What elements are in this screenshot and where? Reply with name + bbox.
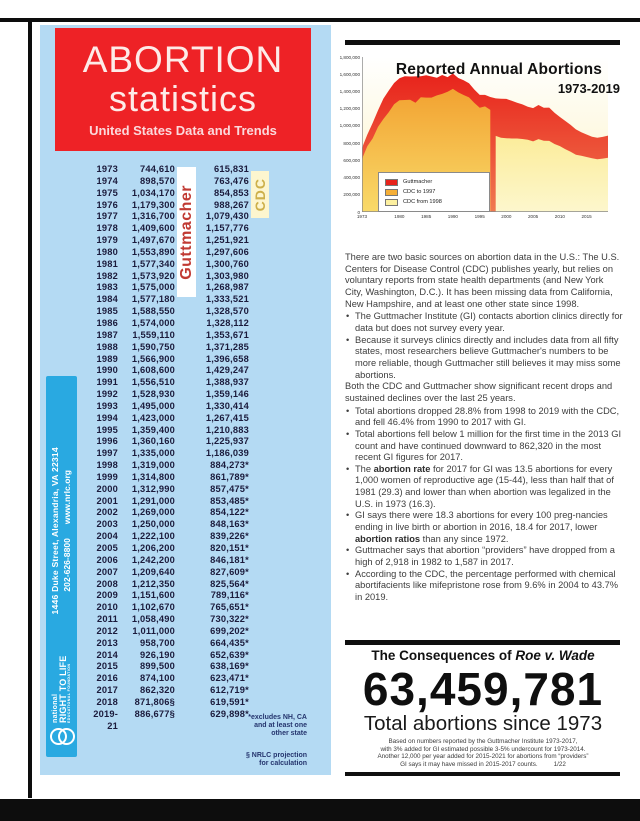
year-cell: 2011 <box>97 614 118 625</box>
guttmacher-cell: 1,495,000 <box>131 400 175 411</box>
cdc-column-label <box>251 171 269 218</box>
cdc-cell: 1,157,776 <box>205 223 249 234</box>
guttmacher-cell: 1,528,930 <box>131 389 175 400</box>
table-row <box>88 401 253 413</box>
year-cell: 1973 <box>96 164 118 174</box>
table-row <box>88 342 253 354</box>
table-row <box>88 294 253 306</box>
cdc-cell: 1,328,570 <box>205 306 249 317</box>
table-row <box>88 448 253 460</box>
year-cell: 2018 <box>96 696 118 707</box>
y-tick-label: 1,400,000 <box>339 88 360 94</box>
cdc-cell: 1,210,883 <box>205 424 249 435</box>
year-cell: 1995 <box>96 424 118 435</box>
guttmacher-cell: 1,316,700 <box>131 211 175 222</box>
x-tick-label: 1990 <box>447 214 458 219</box>
table-row <box>88 200 253 212</box>
guttmacher-cell: 1,409,600 <box>131 223 175 234</box>
year-cell: 1982 <box>96 270 118 281</box>
bullet-item: • Total abortions fell below 1 million for the first time in the 2013 GI count and have continued downward to 862,320 in the most recent GI figures for 2017. <box>346 428 622 463</box>
year-cell: 1989 <box>96 353 118 364</box>
cdc-cell: 763,476 <box>213 175 249 186</box>
y-tick-label: 1,800,000 <box>339 54 360 60</box>
guttmacher-cell: 899,500 <box>139 661 175 672</box>
year-cell: 1981 <box>96 258 118 269</box>
legend-item <box>385 187 483 197</box>
year-cell: 2008 <box>96 578 118 589</box>
bullet-dot: • <box>346 510 350 521</box>
guttmacher-cell: 1,588,550 <box>131 306 175 317</box>
bullet-dot: • <box>346 405 350 416</box>
guttmacher-column-label <box>177 167 196 297</box>
guttmacher-cell: 1,179,300 <box>131 199 175 210</box>
year-cell: 1987 <box>96 329 118 340</box>
mid-paragraph: Both the CDC and Guttmacher show significant recent drops and sustained declines over the last 25 years. <box>345 381 613 403</box>
nrlf-rings-icon <box>50 727 74 747</box>
logo-national: national <box>51 693 59 723</box>
table-row <box>88 484 253 496</box>
guttmacher-cell: 886,677§ <box>134 708 175 719</box>
guttmacher-cell: 862,320 <box>139 685 175 696</box>
table-row <box>88 567 253 579</box>
year-cell: 1993 <box>96 400 118 411</box>
table-row <box>88 685 253 697</box>
guttmacher-cell: 1,608,600 <box>131 365 175 376</box>
divider-bottom <box>345 772 620 776</box>
year-cell: 1980 <box>96 246 118 257</box>
table-row <box>88 531 253 543</box>
footnote-line: and at least one <box>254 722 307 730</box>
table-row <box>88 164 253 176</box>
cdc-cell: 825,564* <box>210 578 249 589</box>
nrlf-logo <box>50 656 74 747</box>
stats-table <box>88 164 253 731</box>
guttmacher-cell: 1,058,490 <box>131 614 175 625</box>
footnote-line: § NRLC projection <box>245 752 307 759</box>
cdc-cell: 1,297,606 <box>205 246 249 257</box>
guttmacher-cell: 958,700 <box>139 637 175 648</box>
guttmacher-cell: 874,100 <box>139 673 175 684</box>
cdc-cell: 857,475* <box>210 483 249 494</box>
bullet-item: • GI says there were 18.3 abortions for every 100 preg-nancies ending in live birth or abortion in 2016, 18.4 for 2017, lower abortion ratios than any since 1972. <box>346 510 608 544</box>
divider-mid <box>345 640 620 645</box>
table-row <box>88 614 253 626</box>
cdc-cell: 1,371,285 <box>205 341 249 352</box>
guttmacher-cell: 1,319,000 <box>131 460 175 471</box>
bullet-item: • According to the CDC, the percentage performed with chemical abortifacients like mifepristone rose from 9.6% in 2004 to 43.7% in 2019. <box>346 568 619 603</box>
cdc-cell: 652,639* <box>210 649 249 660</box>
year-cell: 2017 <box>96 685 118 696</box>
table-row <box>88 235 253 247</box>
table-row <box>88 282 253 294</box>
guttmacher-cell: 898,570 <box>139 175 175 186</box>
cdc-cell: 612,719* <box>210 685 249 696</box>
page-border-top <box>0 18 640 22</box>
year-cell: 1974 <box>96 175 118 186</box>
table-row <box>88 354 253 366</box>
cdc-cell: 664,435* <box>210 637 249 648</box>
table-row <box>88 176 253 188</box>
total-abortions-number: 63,459,781 <box>362 663 604 715</box>
guttmacher-cell: 1,335,000 <box>131 448 175 459</box>
x-tick-label: 2015 <box>581 214 592 219</box>
fine-print-line: Another 12,000 per year added for 2015-2021 for abortions from “providers” <box>377 753 589 761</box>
guttmacher-cell: 1,209,640 <box>131 566 175 577</box>
org-address: 1446 Duke Street, Alexandria, VA 22314 <box>49 447 60 615</box>
table-row <box>88 496 253 508</box>
table-row <box>88 519 253 531</box>
guttmacher-cell: 1,291,000 <box>131 495 175 506</box>
article-text <box>345 252 623 604</box>
table-row <box>88 306 253 318</box>
fine-print-line: Based on numbers reported by the Guttmacher Institute 1973-2017, <box>388 738 578 745</box>
legend-item <box>385 177 483 187</box>
legend-label: Guttmacher <box>403 179 433 185</box>
guttmacher-cell: 1,314,800 <box>131 471 175 482</box>
legend-label: CDC to 1997 <box>403 189 436 195</box>
abortions-chart <box>335 50 625 225</box>
footnote-line: other state <box>271 730 307 738</box>
cdc-cell: 820,151* <box>210 543 249 553</box>
table-row <box>88 377 253 389</box>
y-tick-label: 1,600,000 <box>339 71 360 77</box>
table-row <box>88 247 253 259</box>
year-cell: 2015 <box>96 661 118 672</box>
guttmacher-cell: 744,610 <box>139 164 175 174</box>
cdc-label-text: CDC <box>252 177 268 212</box>
cdc-cell: 846,181* <box>210 554 249 565</box>
table-row <box>88 460 253 472</box>
table-row <box>88 318 253 330</box>
table-row <box>88 638 253 650</box>
x-tick-label: 2005 <box>527 214 539 219</box>
table-row <box>88 590 253 602</box>
chart-legend <box>378 172 490 212</box>
cdc-cell: 988,267 <box>213 199 249 210</box>
footnote-excludes <box>235 714 307 739</box>
table-row <box>88 365 253 377</box>
year-cell: 2004 <box>96 531 118 542</box>
table-row <box>88 188 253 200</box>
year-cell: 1975 <box>96 187 118 198</box>
cdc-cell: 1,359,146 <box>205 389 249 400</box>
cdc-cell: 861,789* <box>210 471 249 482</box>
guttmacher-cell: 1,573,920 <box>131 270 175 281</box>
year-cell: 1977 <box>96 211 118 222</box>
year-cell: 1998 <box>96 460 118 471</box>
year-cell: 1992 <box>96 389 118 400</box>
cdc-cell: 884,273* <box>210 460 249 471</box>
guttmacher-cell: 1,011,000 <box>132 625 175 636</box>
table-row <box>88 436 253 448</box>
cdc-cell: 615,831 <box>213 164 249 174</box>
year-cell: 2010 <box>96 602 118 613</box>
cdc-cell: 1,330,414 <box>205 400 249 411</box>
title-banner <box>55 28 311 151</box>
cdc-cell: 853,485* <box>210 495 249 506</box>
table-row <box>88 211 253 223</box>
legend-swatch <box>385 179 398 186</box>
page-title-line1: ABORTION <box>82 39 284 80</box>
cdc-cell: 1,267,415 <box>205 412 249 423</box>
cdc-cell: 1,328,112 <box>206 317 249 328</box>
guttmacher-cell: 1,269,000 <box>131 507 175 518</box>
org-sidebar-content <box>46 376 77 757</box>
cdc-cell: 1,353,671 <box>205 329 249 340</box>
roe-v-wade-text: Roe v. Wade <box>515 648 595 663</box>
year-cell: 1988 <box>96 341 118 352</box>
guttmacher-cell: 1,151,600 <box>131 590 175 601</box>
guttmacher-cell: 1,222,100 <box>131 531 175 542</box>
page-border-bottom <box>0 799 640 821</box>
guttmacher-cell: 1,242,200 <box>131 554 175 565</box>
cdc-cell: 1,396,658 <box>205 353 249 364</box>
table-row <box>88 271 253 283</box>
year-cell: 1991 <box>96 377 118 388</box>
year-cell: 2013 <box>96 637 118 648</box>
table-row <box>88 708 253 731</box>
year-cell: 2012 <box>96 625 118 636</box>
cdc-cell: 730,322* <box>210 614 249 625</box>
year-cell: 2014 <box>96 649 118 660</box>
cdc-cell: 1,429,247 <box>205 365 249 376</box>
table-row <box>88 330 253 342</box>
guttmacher-cell: 1,423,000 <box>131 412 175 423</box>
bullet-list-main <box>345 406 623 604</box>
table-row <box>88 602 253 614</box>
guttmacher-cell: 871,806§ <box>134 696 175 707</box>
y-tick-label: 200,000 <box>343 192 360 198</box>
guttmacher-cell: 1,360,160 <box>131 436 175 447</box>
total-abortions-caption: Total abortions since 1973 <box>363 712 603 735</box>
guttmacher-cell: 1,312,990 <box>131 483 175 494</box>
table-row <box>88 697 253 709</box>
guttmacher-cell: 1,575,000 <box>131 282 175 293</box>
cdc-cell: 1,079,430 <box>205 211 249 222</box>
cdc-cell: 623,471* <box>210 673 249 684</box>
table-row <box>88 661 253 673</box>
bullet-dot: • <box>346 568 350 579</box>
page-title-line2: statistics <box>108 78 258 119</box>
bullet-item: • Total abortions dropped 28.8% from 1998 to 2019 with the CDC, and fell 46.4% from 1990 to 2017 with GI. <box>346 405 620 428</box>
y-tick-label: 400,000 <box>343 175 360 181</box>
x-tick-label: 2010 <box>554 214 565 219</box>
table-row <box>88 389 253 401</box>
org-contact <box>50 406 73 656</box>
consequences-section <box>343 648 623 768</box>
cdc-cell: 854,853 <box>213 187 249 198</box>
legend-item <box>385 197 483 207</box>
edition-label: 1/22 <box>553 760 566 768</box>
y-tick-label: 0 <box>357 209 360 215</box>
table-row <box>88 626 253 638</box>
year-cell: 2016 <box>96 673 118 684</box>
table-row <box>88 579 253 591</box>
year-cell: 2003 <box>96 519 118 530</box>
guttmacher-cell: 926,190 <box>139 649 175 660</box>
guttmacher-cell: 1,553,890 <box>131 246 175 257</box>
table-row <box>88 223 253 235</box>
table-row <box>88 259 253 271</box>
table-row <box>88 673 253 685</box>
year-cell: 2000 <box>96 483 118 494</box>
table-row <box>88 650 253 662</box>
year-cell: 1985 <box>96 306 118 317</box>
table-row <box>88 425 253 437</box>
table-row <box>88 507 253 519</box>
year-cell: 2006 <box>96 554 118 565</box>
year-cell: 1978 <box>96 223 118 234</box>
guttmacher-label-text: Guttmacher <box>177 184 195 280</box>
guttmacher-cell: 1,102,670 <box>131 602 175 613</box>
cdc-cell: 765,651* <box>210 602 249 613</box>
year-cell: 1976 <box>96 199 118 210</box>
cdc-cell: 854,122* <box>210 507 249 518</box>
fine-print-line: with 3% added for GI estimated possible 3-5% undercount for 1973-2014. <box>380 745 586 753</box>
bullet-item: • Guttmacher says that abortion “providers” have dropped from a high of 2,918 in 1982 to 1,587 in 2017. <box>346 545 615 568</box>
cdc-cell: 848,163* <box>210 519 249 530</box>
cdc-cell: 1,300,760 <box>205 258 249 269</box>
guttmacher-cell: 1,559,110 <box>132 329 175 340</box>
bullet-dot: • <box>346 463 350 474</box>
legend-swatch <box>385 189 398 196</box>
year-cell: 2007 <box>96 566 118 577</box>
guttmacher-cell: 1,556,510 <box>131 377 175 388</box>
bullet-item: • Because it surveys clinics directly and includes data from all fifty states, most researchers believe Guttmacher's numbers to be more reliable, though Guttmacher still believes it may miss some abortions. <box>346 334 621 380</box>
year-cell: 1983 <box>96 282 118 293</box>
cdc-cell: 619,591* <box>210 696 249 707</box>
cdc-cell: 1,225,937 <box>205 436 249 447</box>
y-tick-label: 600,000 <box>343 157 360 163</box>
bullet-dot: • <box>346 311 350 322</box>
bullet-dot: • <box>346 334 350 345</box>
cdc-cell: 1,251,921 <box>205 235 249 246</box>
guttmacher-cell: 1,577,180 <box>131 294 175 305</box>
cdc-cell: 1,388,937 <box>205 377 249 388</box>
bullet-dot: • <box>346 428 350 439</box>
guttmacher-cell: 1,206,200 <box>131 543 175 553</box>
footnote-line: *excludes NH, CA <box>248 714 307 721</box>
cdc-cell: 629,898* <box>210 708 249 719</box>
guttmacher-cell: 1,574,000 <box>131 317 175 328</box>
bullet-list-top <box>345 311 623 381</box>
x-tick-label: 1973 <box>356 214 368 219</box>
cdc-cell: 1,333,521 <box>205 294 249 305</box>
cdc-cell: 789,116* <box>210 590 249 601</box>
year-cell: 2005 <box>96 543 118 553</box>
year-cell: 1994 <box>96 412 118 423</box>
bullet-dot: • <box>346 545 350 556</box>
year-cell: 2001 <box>96 495 118 506</box>
year-cell: 1986 <box>96 317 118 328</box>
cdc-cell: 638,169* <box>210 661 249 672</box>
intro-paragraph: There are two basic sources on abortion data in the U.S.: The U.S. Centers for Disease Control (CDC) publishes yearly, but relies on voluntary reports from state health departments (and New York City, Washington, D.C.). It has been missing data from California, New Hampshire, and at least one other state since 1998. <box>345 252 620 309</box>
guttmacher-cell: 1,497,670 <box>131 235 175 246</box>
bullet-item: • The Guttmacher Institute (GI) contacts abortion clinics directly for data but does not survey every year. <box>346 311 623 333</box>
table-row <box>88 413 253 425</box>
guttmacher-cell: 1,359,400 <box>131 424 175 435</box>
year-cell: 1984 <box>96 294 118 305</box>
x-tick-label: 1985 <box>421 214 432 219</box>
table-row <box>88 472 253 484</box>
table-row <box>88 543 253 555</box>
cdc-cell: 1,303,980 <box>205 270 249 281</box>
cdc-cell: 827,609* <box>210 566 249 577</box>
bullet-item: • The abortion rate for 2017 for GI was 13.5 abortions for every 1,000 women of reproductive age (15-44), less than half that of 1981 (29.3) and lower than when abortion was legalized in the U.S. in 1973 (16.3). <box>346 463 614 509</box>
guttmacher-cell: 1,590,750 <box>131 341 175 352</box>
year-cell: 2019-21 <box>93 708 118 731</box>
footnote-projection <box>230 752 307 768</box>
cdc-cell: 1,268,987 <box>205 282 249 293</box>
page-subtitle: United States Data and Trends <box>89 123 277 138</box>
consequences-heading-text: The Consequences of <box>371 648 516 663</box>
legend-swatch <box>385 199 398 206</box>
year-cell: 1990 <box>96 365 118 376</box>
logo-right-to-life: RIGHT TO LIFE <box>57 655 68 723</box>
logo-educational-foundation: EDUCATIONAL FOUNDATION <box>66 663 71 723</box>
org-phone: 202-626-8800 <box>61 538 72 592</box>
chart-title: Reported Annual Abortions <box>395 61 603 78</box>
cdc-cell: 839,226* <box>210 531 249 542</box>
cdc-cell: 1,186,039 <box>205 448 249 459</box>
legend-label: CDC from 1998 <box>403 199 442 205</box>
consequences-heading <box>343 648 623 663</box>
x-tick-label: 1995 <box>474 214 485 219</box>
footnote-line: for calculation <box>259 760 307 768</box>
page-border-left <box>28 18 32 798</box>
y-tick-label: 800,000 <box>343 140 360 146</box>
fine-print-line: GI says it may have missed in 2015-2017 counts. 1/22 <box>400 760 566 768</box>
chart-subtitle: 1973-2019 <box>557 81 620 96</box>
guttmacher-cell: 1,577,340 <box>131 258 175 269</box>
guttmacher-cell: 1,566,900 <box>131 353 175 364</box>
y-tick-label: 1,000,000 <box>339 123 360 129</box>
year-cell: 2009 <box>96 590 118 601</box>
table-row <box>88 555 253 567</box>
year-cell: 1979 <box>96 235 118 246</box>
year-cell: 1996 <box>96 436 118 447</box>
fine-print <box>343 738 623 768</box>
org-website[interactable]: www.nrlc.org <box>61 469 72 525</box>
guttmacher-cell: 1,034,170 <box>131 187 175 198</box>
year-cell: 1999 <box>96 471 118 482</box>
x-tick-label: 2000 <box>501 214 512 219</box>
cdc-cell: 699,202* <box>210 625 249 636</box>
divider-top <box>345 40 620 45</box>
x-tick-label: 1980 <box>394 214 405 219</box>
guttmacher-cell: 1,212,350 <box>131 578 175 589</box>
y-tick-label: 1,200,000 <box>339 106 360 112</box>
guttmacher-cell: 1,250,000 <box>131 519 175 530</box>
year-cell: 1997 <box>96 448 118 459</box>
year-cell: 2002 <box>96 507 118 518</box>
